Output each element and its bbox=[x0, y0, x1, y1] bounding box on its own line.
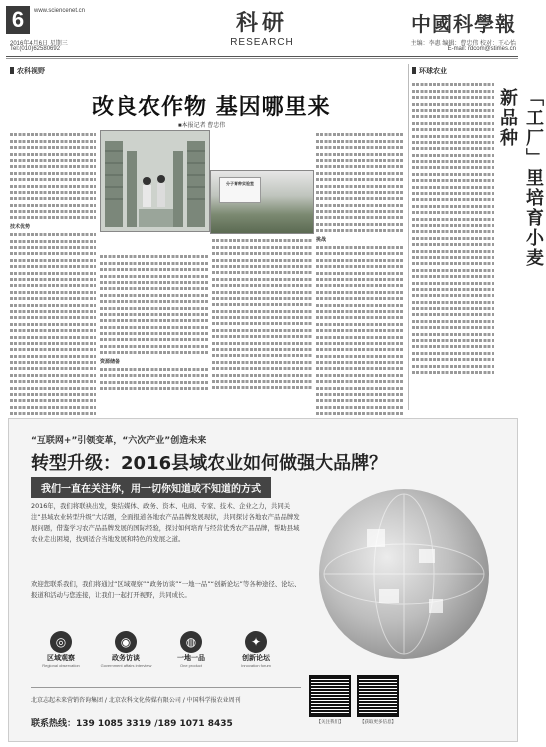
ad-footer: 北京志起未来营销咨询集团 / 北京农科文化传媒有限公司 / 中国科学报农业周刊 bbox=[31, 697, 241, 704]
subhead: 技术优势 bbox=[10, 223, 31, 230]
icon-sub: One product bbox=[179, 663, 202, 668]
interview-icon: ◉ bbox=[115, 631, 137, 653]
qr-follow bbox=[309, 675, 351, 725]
page-number: 6 bbox=[6, 6, 30, 34]
ad-paragraph-1: 2016年，我们将联袂出发，集结媒体、政务、资本、电商、专家、技术、企业之力，共同关注“县域农业转型升级”大话题，全面报道各地农产品品牌发展现状，共同探讨各地农产品品牌发展问题，借鉴学习农产品品牌发展的国际经验，探讨如何培育与经营优秀农产品品牌，帮助县域农业走出困境，找到适合当地发展和特色的发展之道。 bbox=[31, 502, 300, 543]
one-product-icon: ◍ bbox=[180, 631, 202, 653]
subhead: 挑战 bbox=[316, 236, 327, 243]
header-rule-thin bbox=[6, 58, 518, 59]
icon-interview bbox=[96, 631, 156, 668]
ad-kicker: “互联网+”引领变革，“六次产业”创造未来 bbox=[31, 436, 207, 446]
header-rule bbox=[6, 56, 518, 57]
icon-sub: Regional observation bbox=[42, 663, 80, 668]
right-article-vertical-title: 「工厂」里培育小麦新品种 bbox=[497, 88, 544, 268]
photo-sign: 分子育种实验室 bbox=[219, 177, 261, 203]
icon-regional bbox=[31, 631, 91, 668]
icon-label: 政务访谈 bbox=[112, 654, 140, 662]
ad-paragraph-2: 欢迎您联系我们，我们将通过“区域观察”“政务访谈”“一地一品”“创新论坛”等各种途径、论坛、报道和活动与您连接，让我们一起打开视野，共同成长。 bbox=[31, 580, 301, 599]
ad-headline: 转型升级：2016县域农业如何做强大品牌？ bbox=[31, 453, 388, 474]
icon-forum bbox=[226, 631, 286, 668]
icon-one-product bbox=[161, 631, 221, 668]
section-label: 农科视野 bbox=[10, 66, 45, 76]
globe-graphic bbox=[319, 489, 489, 659]
right-article-column bbox=[412, 80, 494, 410]
editors: 主编：李惠 编辑：曹忠伟 校对：王心怡 bbox=[410, 41, 516, 47]
hotline-label: 联系热线： bbox=[31, 719, 77, 729]
article-column-3 bbox=[212, 236, 312, 412]
ad-banner: 我们一直在关注你，用一切你知道或不知道的方式 bbox=[31, 477, 271, 498]
right-section-label: 环球农业 bbox=[412, 66, 447, 76]
qr-info bbox=[357, 675, 399, 725]
site-url: www.sciencenet.cn bbox=[34, 8, 86, 14]
column-divider bbox=[408, 64, 409, 410]
newspaper-logo: 中國科學報 bbox=[411, 12, 516, 36]
article-headline: 改良农作物 基因哪里来 bbox=[92, 95, 331, 120]
advertisement bbox=[8, 418, 518, 742]
field-photo bbox=[210, 170, 314, 234]
ad-hotline-row bbox=[31, 711, 233, 730]
section-title-en: RESEARCH bbox=[230, 37, 294, 48]
regional-observation-icon: ◎ bbox=[50, 631, 72, 653]
icon-label: 创新论坛 bbox=[242, 654, 270, 662]
subhead: 资源储备 bbox=[100, 358, 121, 365]
icon-label: 一地一品 bbox=[177, 654, 205, 662]
icon-label: 区域观察 bbox=[47, 654, 75, 662]
hotline-number: 139 1085 3319 /189 1071 8435 bbox=[76, 719, 233, 729]
article-column-1 bbox=[10, 130, 96, 412]
article-column-2 bbox=[100, 252, 208, 412]
issue-date: 2016年4月6日 星期三 bbox=[10, 41, 68, 47]
icon-sub: Government affairs interview bbox=[100, 663, 152, 668]
qr-code bbox=[357, 675, 399, 717]
email: E-mail: rdcom@stimes.cn bbox=[447, 46, 516, 52]
qr-code bbox=[309, 675, 351, 717]
section-title: 科研 bbox=[235, 10, 288, 36]
ad-footer-rule bbox=[31, 687, 301, 688]
greenhouse-image bbox=[101, 131, 209, 231]
section-header bbox=[188, 6, 336, 54]
article-photo bbox=[100, 130, 210, 232]
qr-label: 【获取更多信息】 bbox=[360, 720, 396, 725]
ad-icons-row bbox=[31, 631, 291, 677]
innovation-forum-icon: ✦ bbox=[245, 631, 267, 653]
article-byline: ■本报记者 曹忠伟 bbox=[178, 123, 226, 129]
icon-sub: Innovation forum bbox=[241, 663, 271, 668]
globe-icon bbox=[319, 489, 489, 659]
phone: Tel:(010)62580692 bbox=[10, 46, 61, 52]
qr-label: 【关注我们】 bbox=[316, 720, 344, 725]
article-column-4 bbox=[316, 130, 404, 412]
